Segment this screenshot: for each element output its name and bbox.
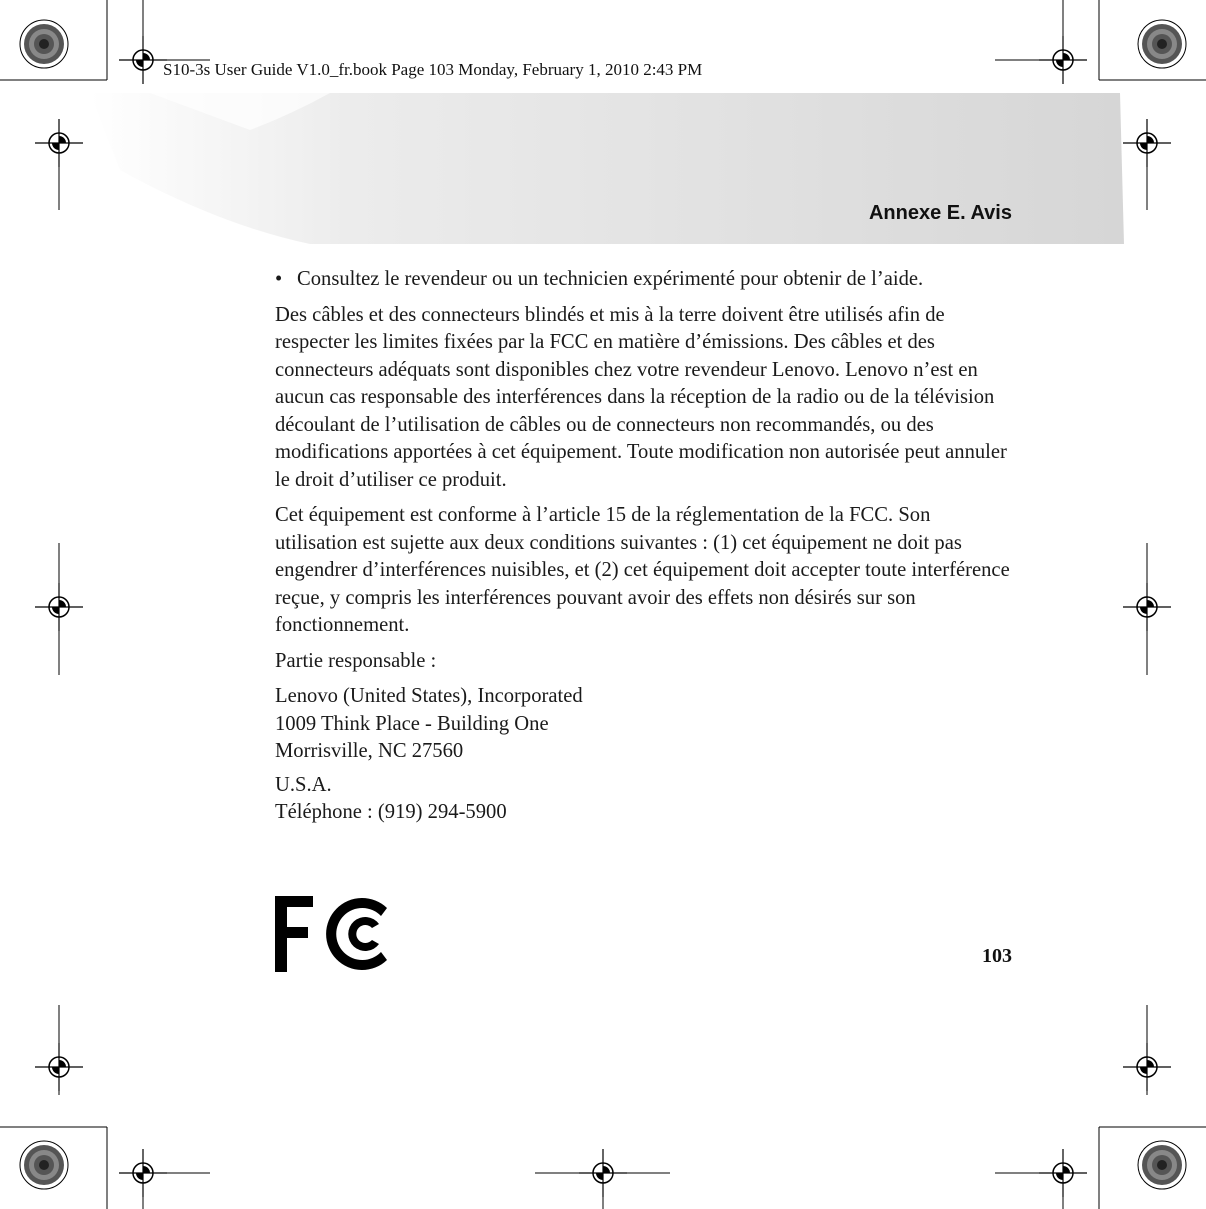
- address-company: Lenovo (United States), Incorporated: [275, 685, 583, 707]
- address-street: 1009 Think Place - Building One: [275, 712, 549, 735]
- list-item: [275, 266, 1017, 294]
- color-target: [20, 1141, 68, 1189]
- color-target: [20, 20, 68, 68]
- bullet-text: Consultez le revendeur ou un technicien expérimenté pour obtenir de l’aide.: [297, 268, 924, 290]
- registration-mark: [119, 36, 167, 84]
- address-block: [275, 683, 1017, 766]
- registration-mark: [119, 1149, 167, 1197]
- slug-line: S10-3s User Guide V1.0_fr.book Page 103 Monday, February 1, 2010 2:43 PM: [163, 60, 703, 79]
- page-number: 103: [982, 945, 1012, 967]
- address-city: Morrisville, NC 27560: [275, 740, 464, 762]
- section-title: Annexe E. Avis: [868, 202, 1012, 224]
- registration-mark: [579, 1149, 627, 1197]
- paragraph-fcc-compliance: Cet équipement est conforme à l’article 15 de la réglementation de la FCC. Son utilisation est sujette aux deux conditions suivantes : (1) cet équipement ne doit pas engendrer d’interférences nuisibles, et (2) cet équipement doit accepter toute interférence reçue, y compris les interférences pouvant avoir des effets non désirés sur son fonctionnement.: [275, 504, 1010, 636]
- paragraph-shielded-cables: Des câbles et des connecteurs blindés et mis à la terre doivent être utilisés afin de respecter les limites fixées par la FCC en matière d’émissions. Des câbles et des connecteurs adéquats sont disponibles chez votre revendeur Lenovo. Lenovo n’est en aucun cas responsable des interférences dans la réception de la radio ou de la télévision découlant de l’utilisation de câbles ou de connecteurs non recommandés, ou des modifications apportées à cet équipement. Toute modification non autorisée peut annuler le droit d’utiliser ce produit.: [275, 303, 1007, 491]
- fcc-logo: [275, 896, 389, 972]
- bullet-marker: •: [275, 268, 283, 290]
- address-country: U.S.A.: [275, 773, 332, 796]
- registration-mark: [1123, 583, 1171, 631]
- responsible-party-label: Partie responsable :: [275, 649, 437, 672]
- registration-mark: [1123, 1043, 1171, 1091]
- color-target: [1138, 20, 1186, 68]
- body-text: [275, 266, 1017, 833]
- address-contact: [275, 772, 1017, 827]
- address-phone: Téléphone : (919) 294-5900: [275, 801, 507, 823]
- registration-mark: [1123, 119, 1171, 167]
- registration-mark: [1039, 36, 1087, 84]
- registration-mark: [35, 583, 83, 631]
- registration-mark: [35, 119, 83, 167]
- registration-mark: [1039, 1149, 1087, 1197]
- registration-mark: [35, 1043, 83, 1091]
- color-target: [1138, 1141, 1186, 1189]
